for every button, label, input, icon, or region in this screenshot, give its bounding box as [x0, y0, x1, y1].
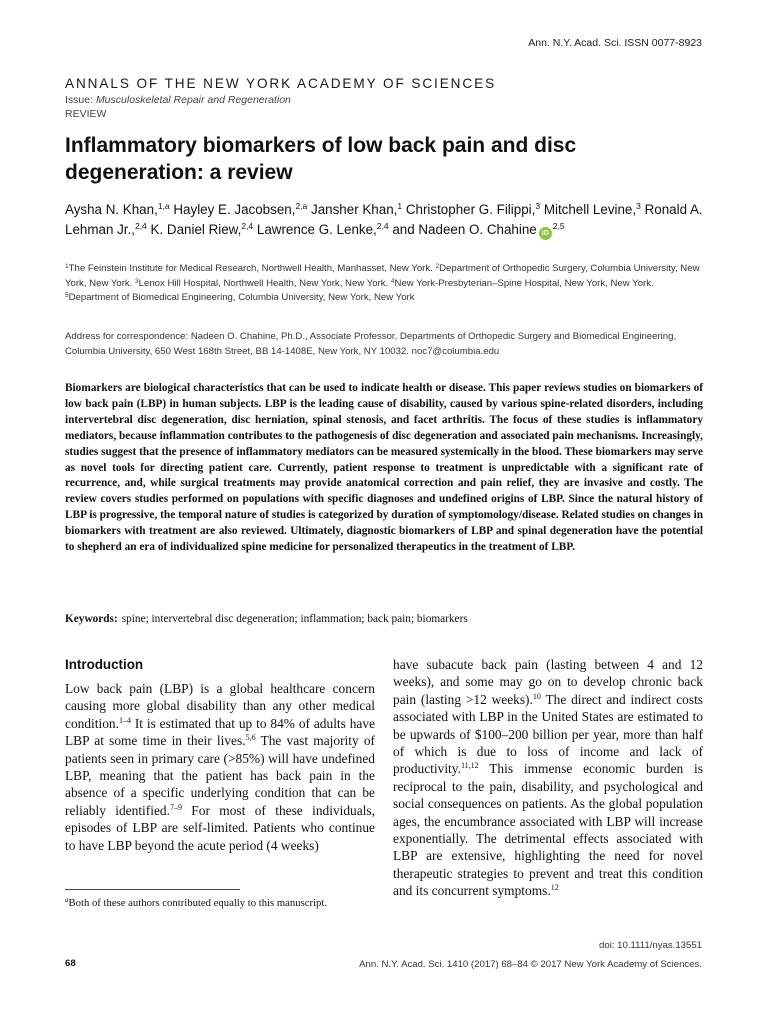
issue-line [65, 94, 291, 106]
affiliation-text: The Feinstein Institute for Medical Research, Northwell Health, Manhasset, New York. [68, 263, 436, 274]
author-name: Christopher G. Filippi, [405, 202, 536, 217]
author-affiliation-marker: 1,a [157, 201, 170, 211]
author-name: Mitchell Levine, [543, 202, 637, 217]
author-name: K. Daniel Riew, [150, 222, 242, 237]
body-column-right [393, 656, 703, 900]
reference-marker: 10 [532, 691, 541, 701]
keywords-text: spine; intervertebral disc degeneration; inflammation; back pain; biomarkers [121, 613, 468, 625]
body-text-run: have subacute back pain (lasting between 4 and 12 weeks), and some may go on to develop chronic back pain (lasting >12 weeks). [393, 657, 703, 707]
footnote-marker: a [65, 896, 69, 904]
body-paragraph [393, 656, 703, 900]
author-name: Hayley E. Jacobsen, [173, 202, 296, 217]
author-list [65, 200, 715, 240]
reference-marker: 12 [550, 883, 559, 893]
body-paragraph [65, 680, 375, 854]
footnote-divider [65, 889, 240, 890]
journal-name: ANNALS OF THE NEW YORK ACADEMY OF SCIENCES [65, 76, 497, 91]
affiliation-marker: 1 [65, 263, 69, 270]
author-name: Aysha N. Khan, [65, 202, 158, 217]
section-heading-introduction: Introduction [65, 657, 144, 672]
affiliation-marker: 2 [435, 263, 440, 270]
article-type: REVIEW [65, 108, 107, 120]
footnote [65, 896, 375, 911]
author-affiliation-marker: 2,4 [134, 221, 147, 231]
correspondence-address: Address for correspondence: Nadeen O. Chahine, Ph.D., Associate Professor, Departments of Orthopedic Surgery and Biomedical Engineering, Columbia University, 650 West 168th Street, BB 14-1408E, New York, NY 10032. noc7@columbia.edu [65, 331, 677, 357]
abstract: Biomarkers are biological characteristics that can be used to indicate health or disease. This paper reviews studies on biomarkers of low back pain (LBP) in human subjects. LBP is the leading cause of disability, caused by various spine-related disorders, including intervertebral disc degeneration, disc herniation, spinal stenosis, and facet arthritis. The focus of these studies is inflammatory mediators, because inflammation contributes to the pathogenesis of disc degeneration and associated pain mechanisms. Increasingly, studies suggest that the presence of inflammatory mediators can be measured systemically in the blood. These biomarkers may serve as novel tools for directing patient care. Currently, patient response to treatment is unpredictable with a significant rate of recurrence, and, while surgical treatments may provide anatomical correction and pain relief, they are invasive and costly. The review covers studies performed on populations with specific diagnoses and undefined origins of LBP. Since the natural history of LBP is progressive, the temporal nature of studies is categorized by duration of symptomology/disease. Related studies on changes in biomarkers with treatment are also reviewed. Ultimately, diagnostic biomarkers of LBP and spinal degeneration have the potential to shepherd an era of individualized spine medicine for personalized therapeutics in the treatment of LBP. [65, 382, 703, 554]
orcid-icon[interactable]: iD [539, 227, 552, 240]
affiliation-marker: 3 [135, 277, 139, 285]
page-number: 68 [65, 958, 76, 969]
body-column-left [65, 657, 375, 854]
author-name: Lawrence G. Lenke, [256, 222, 377, 237]
affiliation-text: Department of Biomedical Engineering, Columbia University, New York, New York [68, 292, 415, 303]
body-text-run: For most of these individuals, episodes of LBP are self-limited. Patients who continue to have LBP beyond the acute period (4 weeks) [65, 802, 375, 853]
author-affiliation-marker: 2,5 [552, 221, 565, 231]
author-affiliation-marker: 3 [535, 201, 541, 211]
affiliation-marker: 4 [390, 277, 395, 285]
article-title: Inflammatory biomarkers of low back pain and disc degeneration: a review [65, 134, 577, 184]
doi[interactable]: doi: 10.1111/nyas.13551 [599, 940, 702, 951]
author-name: and Nadeen O. Chahine [392, 222, 537, 237]
author-name: Ronald A. Lehman Jr., [65, 202, 703, 237]
reference-marker: 1–4 [118, 715, 131, 725]
author-affiliation-marker: 3 [636, 201, 641, 211]
affiliations [65, 262, 705, 306]
issue-label: Issue: [65, 94, 96, 106]
keywords [65, 613, 705, 625]
body-text-run: The direct and indirect costs associated with LBP in the United States are estimated to be upwards of $100–200 billion per year, more than half of which is due to loss of income and lack of productivity. [393, 691, 703, 777]
author-name: Jansher Khan, [311, 202, 398, 217]
issue-name: Musculoskeletal Repair and Regeneration [95, 94, 291, 106]
body-text-run: It is estimated that up to 84% of adults have LBP at some time in their lives. [65, 715, 375, 749]
reference-marker: 7–9 [169, 802, 182, 812]
citation-line: Ann. N.Y. Acad. Sci. 1410 (2017) 68–84 © 2017 New York Academy of Sciences. [359, 959, 702, 970]
affiliation-text: New York-Presbyterian–Spine Hospital, New York, New York. [394, 277, 654, 289]
affiliation-marker: 5 [65, 292, 69, 299]
reference-marker: 5,6 [245, 733, 256, 743]
author-affiliation-marker: 2,4 [376, 221, 389, 231]
author-affiliation-marker: 2,4 [241, 221, 254, 231]
author-affiliation-marker: 1 [397, 201, 403, 211]
reference-marker: 11,12 [460, 761, 479, 771]
keywords-label: Keywords: [65, 613, 118, 625]
author-affiliation-marker: 2,a [295, 201, 308, 211]
affiliation-text: Lenox Hill Hospital, Northwell Health, New York, New York. [138, 277, 391, 289]
body-text-run: Low back pain (LBP) is a global healthcare concern causing more global disability than any other medical condition. [65, 681, 375, 731]
body-text-run: The vast majority of patients seen in primary care (>85%) will have undefined LBP, meaning that the patient has back pain in the absence of a specific underlying condition that can be reliably identified. [65, 733, 376, 818]
body-text-run: This immense economic burden is reciprocal to the pain, disability, and psychological and social consequences on patients. As the global population ages, the encumbrance associated with LBP will increase exponentially. The detrimental effects associated with LBP are extensive, highlighting the need for novel therapeutic strategies to prevent and treat this condition and its concurrent symptoms. [393, 761, 703, 899]
footnote-text: Both of these authors contributed equally to this manuscript. [68, 897, 328, 909]
affiliation-text: Department of Orthopedic Surgery, Columbia University, New York, New York. [65, 263, 700, 289]
journal-issn: Ann. N.Y. Acad. Sci. ISSN 0077-8923 [528, 37, 702, 49]
